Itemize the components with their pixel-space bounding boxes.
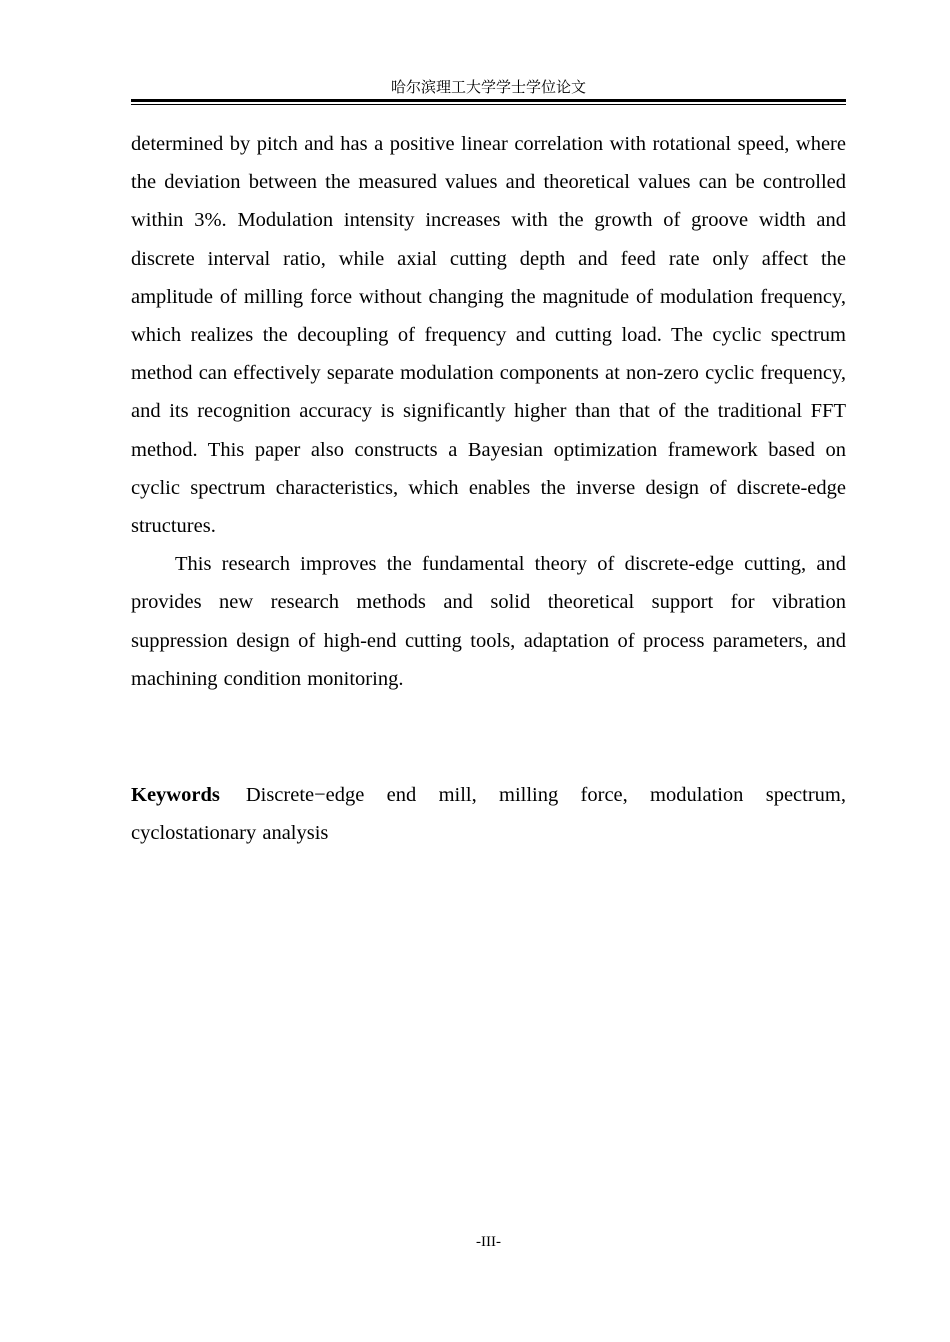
page-number: -III- [476, 1234, 501, 1250]
running-header-title: 哈尔滨理工大学学士学位论文 [390, 80, 586, 96]
header-rule-thin [131, 104, 846, 105]
keywords-text: Discrete−edge end mill, milling force, modulation spectrum, cyclostationary analysis [131, 784, 846, 845]
keywords-label: Keywords [131, 784, 220, 806]
paragraph-continued: determined by pitch and has a positive linear correlation with rotational speed, where the deviation between the measured values and theoretical values can be controlled within 3%. Modulation intensity increases with the growth of groove width and discrete interval ratio, while axial cutting depth and feed rate only affect the amplitude of milling force without changing the magnitude of modulation frequency, which realizes the decoupling of frequency and cutting load. The cyclic spectrum method can effectively separate modulation components at non-zero cyclic frequency, and its recognition accuracy is significantly higher than that of the traditional FFT method. This paper also constructs a Bayesian optimization framework based on cyclic spectrum characteristics, which enables the inverse design of discrete-edge structures. [131, 133, 846, 538]
paragraph-research-contribution: This research improves the fundamental theory of discrete-edge cutting, and provides new research methods and solid theoretical support for vibration suppression design of high-end cutting tools, adaptation of process parameters, and machining condition monitoring. [131, 553, 846, 690]
header-rule-thick [131, 99, 846, 102]
keywords-section [131, 776, 846, 852]
abstract-body [131, 125, 846, 698]
